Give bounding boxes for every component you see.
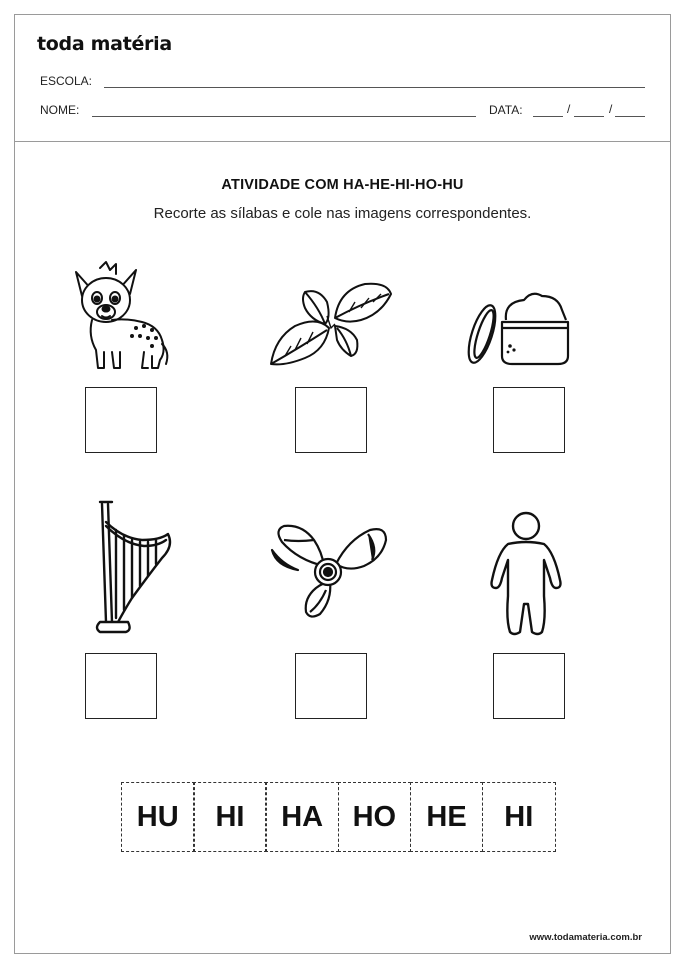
hyena-icon <box>62 260 176 374</box>
date-separator: / <box>609 102 613 116</box>
propeller-icon <box>268 520 392 620</box>
answer-box[interactable] <box>85 653 157 719</box>
school-field[interactable] <box>104 87 645 88</box>
mint-leaves-icon <box>265 278 395 370</box>
answer-box[interactable] <box>493 653 565 719</box>
date-year-field[interactable] <box>615 116 645 117</box>
harp-icon <box>92 498 176 638</box>
footer-url: www.todamateria.com.br <box>529 932 642 943</box>
activity-title: ATIVIDADE COM HA-HE-HI-HO-HU <box>221 177 464 193</box>
human-figure-icon <box>486 508 566 638</box>
syllable-card[interactable]: HE <box>410 782 484 852</box>
syllable-card[interactable]: HO <box>338 782 412 852</box>
brand-logo: toda matéria <box>37 33 172 55</box>
syllable-card[interactable]: HU <box>121 782 195 852</box>
syllable-strip <box>121 782 556 852</box>
answer-box[interactable] <box>85 387 157 453</box>
school-label: ESCOLA: <box>40 74 93 88</box>
answer-box[interactable] <box>295 653 367 719</box>
date-month-field[interactable] <box>574 116 604 117</box>
cream-jar-icon <box>462 284 574 368</box>
answer-box[interactable] <box>295 387 367 453</box>
syllable-card[interactable]: HA <box>265 782 339 852</box>
header-divider <box>14 141 671 142</box>
date-day-field[interactable] <box>533 116 563 117</box>
activity-instruction: Recorte as sílabas e cole nas imagens correspondentes. <box>153 205 532 222</box>
name-label: NOME: <box>40 103 80 117</box>
name-field[interactable] <box>92 116 476 117</box>
syllable-card[interactable]: HI <box>482 782 556 852</box>
date-label: DATA: <box>489 103 523 117</box>
syllable-card[interactable]: HI <box>193 782 267 852</box>
date-separator: / <box>567 102 571 116</box>
answer-box[interactable] <box>493 387 565 453</box>
